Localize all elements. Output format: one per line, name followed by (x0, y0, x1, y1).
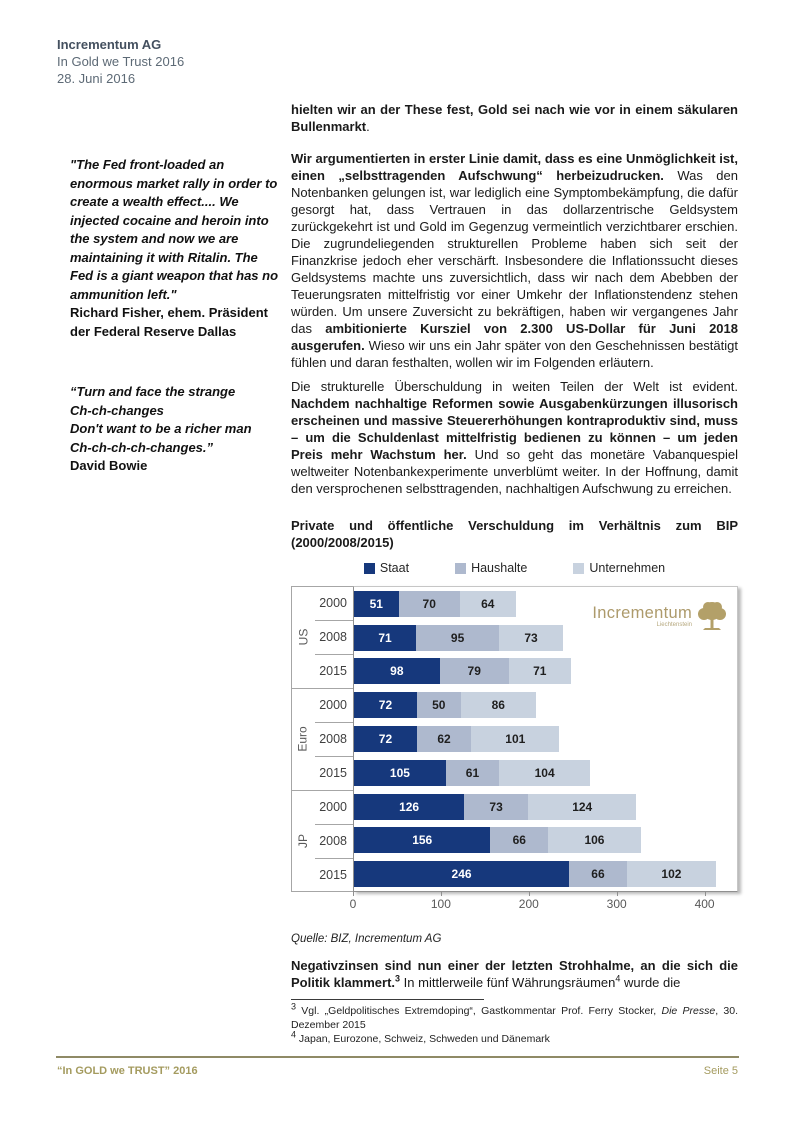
debt-chart (291, 556, 738, 914)
bar-segment-unternehmen: 64 (460, 591, 516, 617)
page-footer (57, 1065, 738, 1077)
bar-segment-unternehmen: 73 (499, 625, 563, 651)
bar-segment-staat: 98 (354, 658, 440, 684)
footnote (291, 1029, 738, 1046)
bar-segment-staat: 51 (354, 591, 399, 617)
chart-x-axis (349, 892, 738, 914)
text-segment: 3 (395, 973, 401, 984)
year-label: 2008 (319, 731, 347, 746)
paragraph-negative-rates (291, 957, 738, 991)
x-tick-label: 300 (606, 897, 627, 911)
x-tick-label: 400 (694, 897, 715, 911)
chart-bar-row (354, 722, 737, 756)
legend-swatch (455, 563, 466, 574)
text-segment: Nachdem nachhaltige Reformen sowie Ausgabenkürzungen illusorisch erscheinen und massive Steuererhöhungen kontraproduktiv sind, muss – um die Schuldenlast mittelfristig bedienen zu können – um jeden Preis mehr Wachstum her. (291, 396, 738, 462)
bar-segment-haushalte: 61 (446, 760, 499, 786)
chart-bar-row (354, 688, 737, 722)
legend-label: Haushalte (471, 561, 528, 575)
legend-swatch (573, 563, 584, 574)
legend-item (364, 561, 409, 575)
report-date: 28. Juni 2016 (57, 71, 136, 86)
chart-legend (291, 556, 738, 580)
bar-segment-haushalte: 50 (417, 692, 461, 718)
document-header (57, 36, 184, 87)
text-segment: In mittlerweile fünf Währungsräumen (400, 975, 616, 990)
group-label-euro: Euro (296, 726, 311, 752)
company-name: Incrementum AG (57, 37, 162, 52)
chart-plot-area (353, 586, 738, 892)
quote-fisher (70, 156, 284, 341)
bar-segment-staat: 105 (354, 760, 446, 786)
bar-segment-staat: 72 (354, 692, 417, 718)
bar-segment-haushalte: 73 (464, 794, 528, 820)
logo-subtext: Liechtenstein (656, 622, 692, 628)
bar-segment-staat: 126 (354, 794, 464, 820)
year-label: 2008 (319, 833, 347, 848)
bar-segment-staat: 71 (354, 625, 416, 651)
legend-label: Unternehmen (589, 561, 666, 575)
bar-segment-haushalte: 70 (399, 591, 460, 617)
text-segment: Die Presse (661, 1005, 716, 1017)
chart-title: Private und öffentliche Verschuldung im Verhältnis zum BIP (2000/2008/2015) (291, 518, 738, 550)
footer-title: “In GOLD we TRUST” 2016 (57, 1065, 198, 1077)
bar-segment-unternehmen: 71 (509, 658, 571, 684)
text-segment: Vgl. „Geldpolitisches Extremdoping“, Gastkommentar Prof. Ferry Stocker, (296, 1005, 662, 1017)
bar-segment-haushalte: 66 (569, 861, 627, 887)
year-label: 2015 (319, 867, 347, 882)
chart-bar-row (354, 790, 737, 824)
year-label: 2008 (319, 629, 347, 644)
logo-text: Incrementum (592, 604, 692, 622)
x-tick-label: 200 (518, 897, 539, 911)
x-tick-label: 0 (349, 897, 357, 911)
chart-category-axis (291, 586, 353, 892)
bar-segment-unternehmen: 104 (499, 760, 590, 786)
legend-item (573, 561, 665, 575)
bar-segment-haushalte: 66 (490, 827, 548, 853)
bar-segment-haushalte: 95 (416, 625, 499, 651)
text-segment: hielten wir an der These fest, Gold sei nach wie vor in einem säkularen Bullenmarkt (291, 102, 738, 134)
year-label: 2000 (319, 595, 347, 610)
chart-bar-row (354, 823, 737, 857)
paragraph-argument (291, 150, 738, 371)
text-segment: . (366, 119, 370, 134)
tree-icon (692, 599, 729, 640)
legend-swatch (364, 563, 375, 574)
chart-bar-row (354, 655, 737, 689)
bar-segment-unternehmen: 102 (627, 861, 716, 887)
chart-source: Quelle: BIZ, Incrementum AG (291, 933, 442, 945)
year-label: 2000 (319, 697, 347, 712)
quote-author: David Bowie (70, 458, 148, 473)
bar-segment-haushalte: 62 (417, 726, 471, 752)
text-segment: wurde die (620, 975, 681, 990)
quote-author: Richard Fisher, ehem. Präsident der Federal Reserve Dallas (70, 305, 268, 339)
bar-segment-staat: 246 (354, 861, 569, 887)
chart-bar-row (354, 756, 737, 790)
text-segment: , 30. Dezember 2015 (291, 1005, 739, 1031)
quote-text: “Turn and face the strange Ch-ch-changes Don't want to be a richer man Ch-ch-ch-ch-changes.” (70, 384, 252, 455)
year-label: 2000 (319, 799, 347, 814)
bar-segment-unternehmen: 101 (471, 726, 559, 752)
text-segment: Japan, Eurozone, Schweiz, Schweden und Dänemark (296, 1033, 550, 1045)
bar-segment-staat: 156 (354, 827, 490, 853)
quote-bowie (70, 383, 284, 476)
bar-segment-staat: 72 (354, 726, 417, 752)
footer-rule (56, 1056, 739, 1058)
text-segment: Wieso wir uns ein Jahr später von den Geschehnissen bestätigt fühlen und daran festhalten, wollen wir im Folgenden erläutern. (291, 338, 738, 370)
paragraph-debt (291, 378, 738, 497)
text-segment: Und so geht das monetäre Vabanquespiel weltweiter Notenbankexperimente unverblümt weiter. In der Hoffnung, damit den versprochenen selbsttragenden, nachhaltigen Aufschwung zu erreichen. (291, 447, 738, 496)
text-segment: Wir argumentierten in erster Linie damit, dass es eine Unmöglichkeit ist, einen „selbsttragenden Aufschwung“ herbeizudrucken. (291, 151, 738, 183)
footnotes (291, 1001, 739, 1046)
bar-segment-unternehmen: 106 (548, 827, 641, 853)
text-segment: 4 (291, 1029, 297, 1040)
group-label-jp: JP (295, 833, 310, 849)
bar-segment-unternehmen: 86 (461, 692, 536, 718)
text-segment: 3 (291, 1001, 297, 1012)
text-segment: ambitionierte Kursziel von 2.300 US-Dollar für Juni 2018 ausgerufen. (291, 321, 739, 353)
text-segment: Negativzinsen sind nun einer der letzten Strohhalme, an die sich die Politik klammert. (291, 958, 738, 990)
report-title: In Gold we Trust 2016 (57, 54, 185, 69)
group-label-us: US (295, 628, 310, 646)
footnote-separator (291, 999, 484, 1000)
text-segment: Was den Notenbanken gelungen ist, war lediglich eine Symptombekämpfung, die dafür gesorgt hat, dass Vertrauen in das dollarzentrische Geldsystem zurückgekehrt ist und Gold im Gegenzug vermeintlich verzichtbarer erschien. Die zugrundeliegenden strukturellen Probleme haben sich seit der Finanzkrise jedoch eher verschärft. Insbesondere die Inflationssucht dieses Geldsystems machte uns zuversichtlich, dass wir nach dem Abebben der Teuerungsraten mittelfristig vor einer Umkehr der Inflationstendenz stehen würden. Um unsere Zuversicht zu bekräftigen, haben wir vergangenes Jahr das (291, 168, 738, 336)
bar-segment-unternehmen: 124 (528, 794, 636, 820)
page-number: Seite 5 (703, 1065, 738, 1077)
paragraph-thesis (291, 101, 738, 135)
x-tick-label: 100 (430, 897, 451, 911)
text-segment: Die strukturelle Überschuldung in weiten Teilen der Welt ist evident. (291, 379, 738, 394)
incrementum-logo (592, 599, 729, 640)
year-label: 2015 (319, 663, 347, 678)
bar-segment-haushalte: 79 (440, 658, 509, 684)
text-segment: 4 (615, 973, 621, 984)
quote-text: "The Fed front-loaded an enormous market rally in order to create a wealth effect.... We injected cocaine and heroin into the system and now we are maintaining it with Ritalin. The Fed is a giant weapon that has no ammunition left." (70, 157, 279, 302)
footnote (291, 1001, 739, 1032)
legend-label: Staat (379, 561, 410, 575)
year-label: 2015 (319, 765, 347, 780)
legend-item (455, 561, 527, 575)
chart-bar-row (354, 857, 737, 891)
